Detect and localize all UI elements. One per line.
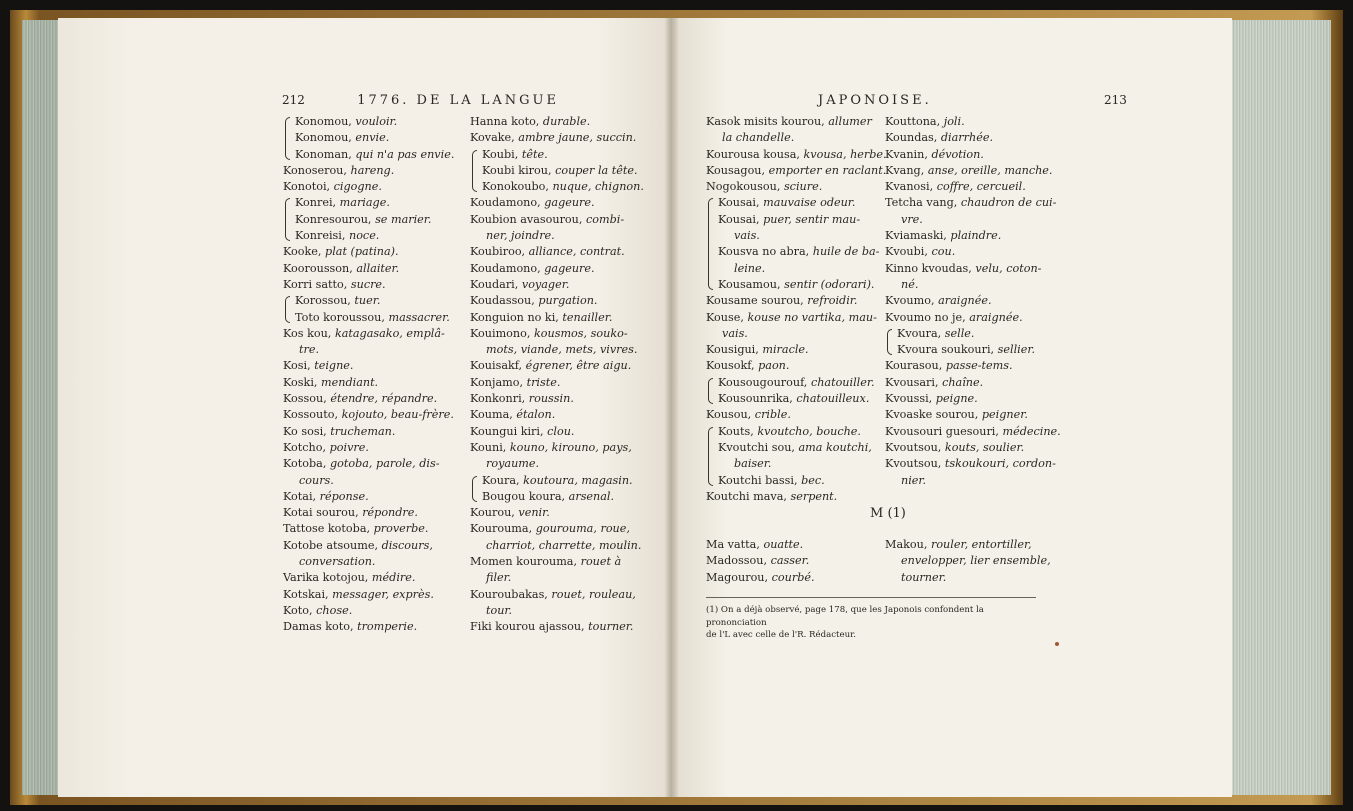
entry-continuation: mots, viande, mets, vivres. xyxy=(486,343,638,357)
entry-group xyxy=(470,473,650,506)
entry-continuation: baiser. xyxy=(734,457,772,471)
dictionary-entry xyxy=(470,310,650,326)
m-column-2 xyxy=(885,537,1065,586)
entry-line: Toto koroussou, massacrer. xyxy=(295,310,450,324)
entry-line: Kvousouri guesouri, médecine. xyxy=(885,424,1061,438)
entry-line: Konomou, vouloir. xyxy=(295,115,398,128)
entry-continuation: conversation. xyxy=(299,555,376,569)
entry-line: Kouroubakas, rouet, rouleau, xyxy=(470,587,636,601)
book-gutter xyxy=(664,18,678,797)
entry-line: Korri satto, sucre. xyxy=(283,277,386,291)
entry-line: Koudamono, gageure. xyxy=(470,261,595,275)
entry-line: Konkonri, roussin. xyxy=(470,392,574,406)
dictionary-entry xyxy=(470,391,650,407)
entry-continuation: tour. xyxy=(486,603,513,617)
dictionary-entry xyxy=(885,195,1065,228)
entry-line: Kovake, ambre jaune, succin. xyxy=(470,131,637,145)
dictionary-entry xyxy=(470,261,650,277)
entry-line: Kouttona, joli. xyxy=(885,115,965,128)
dictionary-entry xyxy=(706,114,886,147)
entry-line: Koungui kiri, clou. xyxy=(470,424,575,438)
entry-line: Fiki kourou ajassou, tourner. xyxy=(470,620,634,634)
entry-line: Kvang, anse, oreille, manche. xyxy=(885,163,1053,177)
entry-line: Kvoumo, araignée. xyxy=(885,294,992,308)
dictionary-entry xyxy=(470,505,650,521)
dictionary-entry xyxy=(885,163,1065,179)
dictionary-entry xyxy=(885,244,1065,260)
entry-line: Ma vatta, ouatte. xyxy=(706,538,804,551)
dictionary-entry xyxy=(470,277,650,293)
entry-line: Kouma, étalon. xyxy=(470,408,556,422)
entry-group xyxy=(885,326,1065,359)
entry-line: Kossouto, kojouto, beau-frère. xyxy=(283,408,454,422)
paper-spot xyxy=(1055,642,1059,646)
entry-line: Kouts, kvoutcho, bouche. xyxy=(718,424,861,438)
dictionary-entry xyxy=(283,456,463,586)
entry-line: Kourasou, passe-tems. xyxy=(885,359,1013,373)
right-page-number: 213 xyxy=(1103,93,1127,107)
entry-group xyxy=(706,424,886,489)
footnote-rule xyxy=(706,597,1036,598)
entry-line: Kotobe atsoume, discours, xyxy=(283,538,433,552)
entry-line: Kasok misits kourou, allumer xyxy=(706,115,872,128)
entry-continuation: filer. xyxy=(486,571,512,585)
dictionary-entry xyxy=(283,407,463,423)
entry-line: Kousou, crible. xyxy=(706,408,791,422)
entry-group xyxy=(283,293,463,326)
entry-line: Koura, koutoura, magasin. xyxy=(482,473,633,487)
entry-line: Konoman, qui n'a pas envie. xyxy=(295,147,455,161)
entry-line: Kousagou, emporter en raclant. xyxy=(706,163,887,177)
dictionary-entry xyxy=(885,456,1065,489)
dictionary-entry xyxy=(283,358,463,374)
entry-line: Kvoumo no je, araignée. xyxy=(885,310,1023,324)
dictionary-entry xyxy=(470,293,650,309)
dictionary-entry xyxy=(706,553,866,569)
entry-group xyxy=(706,375,886,408)
entry-line: Kotai sourou, répondre. xyxy=(283,506,418,520)
entry-line: Makou, rouler, entortiller, xyxy=(885,538,1032,551)
dictionary-entry xyxy=(885,130,1065,146)
entry-line: Koubi, tête. xyxy=(482,147,548,161)
m-column-1 xyxy=(706,537,866,586)
entry-line: Korossou, tuer. xyxy=(295,294,381,308)
entry-continuation: la chandelle. xyxy=(722,131,795,145)
right-header xyxy=(818,93,1127,108)
entry-line: Konokoubo, nuque, chignon. xyxy=(482,180,644,194)
entry-line: Varika kotojou, médire. xyxy=(283,571,416,585)
section-heading-m xyxy=(870,506,906,521)
entry-line: Koudamono, gageure. xyxy=(470,196,595,210)
entry-continuation: vre. xyxy=(901,212,923,226)
dictionary-entry xyxy=(885,407,1065,423)
entry-line: Hanna koto, durable. xyxy=(470,115,591,128)
entry-continuation: royaume. xyxy=(486,457,540,471)
dictionary-entry xyxy=(283,261,463,277)
entry-line: Kotcho, poivre. xyxy=(283,440,369,454)
page-edges-right xyxy=(1221,20,1331,795)
entry-line: Kvoura, selle. xyxy=(897,326,975,340)
entry-line: Kousame sourou, refroidir. xyxy=(706,294,858,308)
dictionary-entry xyxy=(706,489,886,505)
entry-line: Ko sosi, trucheman. xyxy=(283,424,396,438)
dictionary-entry xyxy=(885,261,1065,326)
dictionary-entry xyxy=(885,358,1065,374)
entry-line: Kvoutsou, kouts, soulier. xyxy=(885,440,1025,454)
dictionary-entry xyxy=(885,375,1065,391)
entry-line: Magourou, courbé. xyxy=(706,570,815,584)
entry-line: Kvousari, chaîne. xyxy=(885,375,984,389)
entry-line: Kousai, mauvaise odeur. xyxy=(718,196,856,210)
entry-line: Konjamo, triste. xyxy=(470,375,561,389)
entry-continuation: vais. xyxy=(722,326,748,340)
entry-line: Kourousa kousa, kvousa, herbe. xyxy=(706,147,887,161)
entry-line: Kousokf, paon. xyxy=(706,359,790,373)
left-running-title: 1776. DE LA LANGUE xyxy=(357,93,559,108)
entry-continuation: envelopper, lier ensemble, xyxy=(901,554,1051,568)
entry-line: Kouni, kouno, kirouno, pays, xyxy=(470,440,632,454)
entry-line: Kinno kvoudas, velu, coton- xyxy=(885,261,1042,275)
dictionary-entry xyxy=(706,407,886,423)
entry-line: Kosi, teigne. xyxy=(283,359,354,373)
dictionary-entry xyxy=(283,244,463,260)
entry-line: Konoserou, hareng. xyxy=(283,163,395,177)
dictionary-entry xyxy=(470,375,650,391)
entry-line: Kvoutchi sou, ama koutchi, xyxy=(718,440,872,454)
dictionary-entry xyxy=(706,293,886,309)
entry-line: Kousva no abra, huile de ba- xyxy=(718,245,880,259)
entry-line: Koubion avasourou, combi- xyxy=(470,212,625,226)
right-running-title: JAPONOISE. xyxy=(818,93,932,108)
entry-line: Kooke, plat (patina). xyxy=(283,245,399,259)
dictionary-entry xyxy=(706,537,866,553)
entry-line: Bougou koura, arsenal. xyxy=(482,489,615,503)
dictionary-entry xyxy=(706,342,886,358)
entry-line: Kviamaski, plaindre. xyxy=(885,229,1002,243)
entry-continuation: nier. xyxy=(901,473,927,487)
dictionary-entry xyxy=(470,407,650,423)
entry-continuation: cours. xyxy=(299,473,334,487)
footnote xyxy=(706,604,1036,642)
entry-line: Kvanin, dévotion. xyxy=(885,147,984,161)
entry-line: Kvoura soukouri, sellier. xyxy=(897,343,1036,357)
entry-line: Kotoba, gotoba, parole, dis- xyxy=(283,457,440,471)
dictionary-entry xyxy=(283,277,463,293)
dictionary-entry xyxy=(885,114,1065,130)
dictionary-entry xyxy=(706,179,886,195)
dictionary-entry xyxy=(283,391,463,407)
dictionary-entry xyxy=(470,212,650,261)
left-column-2 xyxy=(470,114,650,636)
entry-line: Kousamou, sentir (odorari). xyxy=(718,277,875,291)
entry-line: Kousounrika, chatouilleux. xyxy=(718,392,870,406)
entry-continuation: tre. xyxy=(299,343,320,357)
section-letter: M xyxy=(870,506,884,521)
entry-line: Koto, chose. xyxy=(283,603,353,617)
entry-line: Nogokousou, sciure. xyxy=(706,180,823,194)
entry-line: Konrei, mariage. xyxy=(295,196,390,210)
dictionary-entry xyxy=(885,440,1065,456)
entry-line: Koubi kirou, couper la tête. xyxy=(482,163,638,177)
footnote-line: de l'L avec celle de l'R. Rédacteur. xyxy=(706,630,857,640)
entry-continuation: tourner. xyxy=(901,570,947,584)
left-page-number: 212 xyxy=(282,93,305,107)
section-note-mark: (1) xyxy=(887,506,906,521)
entry-line: Kouisakf, égrener, être aigu. xyxy=(470,359,632,373)
dictionary-entry xyxy=(470,130,650,146)
entry-line: Koudassou, purgation. xyxy=(470,294,598,308)
entry-continuation: né. xyxy=(901,277,919,291)
entry-line: Konresourou, se marier. xyxy=(295,212,432,226)
entry-continuation: vais. xyxy=(734,229,760,243)
dictionary-entry xyxy=(706,310,886,343)
dictionary-entry xyxy=(283,440,463,456)
entry-line: Kossou, étendre, répandre. xyxy=(283,392,438,406)
entry-line: Konreisi, noce. xyxy=(295,229,380,243)
entry-line: Kvoussi, peigne. xyxy=(885,392,978,406)
entry-line: Kvoubi, cou. xyxy=(885,245,956,259)
entry-line: Koutchi bassi, bec. xyxy=(718,473,825,487)
right-column-1 xyxy=(706,114,886,505)
entry-line: Kvoaske sourou, peigner. xyxy=(885,408,1028,422)
entry-line: Konotoi, cigogne. xyxy=(283,180,382,194)
entry-line: Koski, mendiant. xyxy=(283,375,379,389)
entry-group xyxy=(283,195,463,244)
entry-group xyxy=(706,195,886,293)
dictionary-entry xyxy=(706,163,886,179)
entry-line: Kos kou, katagasako, emplâ- xyxy=(283,326,445,340)
entry-line: Kousigui, miracle. xyxy=(706,343,809,357)
entry-group xyxy=(470,147,650,196)
entry-line: Kourouma, gourouma, roue, xyxy=(470,522,630,536)
entry-continuation: charriot, charrette, moulin. xyxy=(486,538,642,552)
entry-line: Koutchi mava, serpent. xyxy=(706,489,838,503)
entry-line: Madossou, casser. xyxy=(706,554,810,568)
dictionary-entry xyxy=(470,326,650,359)
dictionary-entry xyxy=(885,147,1065,163)
entry-continuation: leine. xyxy=(734,261,766,275)
dictionary-entry xyxy=(885,228,1065,244)
entry-line: Kouse, kouse no vartika, mau- xyxy=(706,310,877,324)
entry-line: Kousougourouf, chatouiller. xyxy=(718,375,875,389)
dictionary-entry xyxy=(885,391,1065,407)
dictionary-entry xyxy=(470,521,650,635)
entry-line: Momen kourouma, rouet à xyxy=(470,555,622,569)
dictionary-entry xyxy=(283,603,463,619)
dictionary-entry xyxy=(470,358,650,374)
entry-line: Kvoutsou, tskoukouri, cordon- xyxy=(885,457,1056,471)
footnote-line: (1) On a déjà observé, page 178, que les Japonois confondent la prononciation xyxy=(706,605,984,628)
entry-line: Tattose kotoba, proverbe. xyxy=(283,522,429,536)
dictionary-entry xyxy=(706,147,886,163)
dictionary-entry xyxy=(283,587,463,603)
dictionary-entry xyxy=(885,179,1065,195)
entry-line: Koubiroo, alliance, contrat. xyxy=(470,245,625,259)
entry-line: Kvanosi, coffre, cercueil. xyxy=(885,180,1026,194)
left-column-1 xyxy=(283,114,463,636)
left-header xyxy=(282,93,559,108)
dictionary-entry xyxy=(885,537,1065,586)
entry-line: Koudari, voyager. xyxy=(470,277,570,291)
entry-line: Damas koto, tromperie. xyxy=(283,620,418,634)
entry-line: Konguion no ki, tenailler. xyxy=(470,310,613,324)
dictionary-entry xyxy=(470,440,650,473)
entry-line: Kousai, puer, sentir mau- xyxy=(718,212,861,226)
dictionary-entry xyxy=(470,114,650,130)
entry-line: Kouimono, kousmos, souko- xyxy=(470,326,628,340)
entry-continuation: ner, joindre. xyxy=(486,229,555,243)
dictionary-entry xyxy=(706,570,866,586)
entry-line: Tetcha vang, chaudron de cui- xyxy=(885,196,1057,210)
dictionary-entry xyxy=(283,424,463,440)
dictionary-entry xyxy=(283,326,463,359)
entry-line: Koorousson, allaiter. xyxy=(283,261,400,275)
entry-line: Kotskai, messager, exprès. xyxy=(283,587,434,601)
entry-group xyxy=(283,114,463,163)
right-column-2 xyxy=(885,114,1065,489)
dictionary-entry xyxy=(283,179,463,195)
entry-line: Koundas, diarrhée. xyxy=(885,131,993,145)
dictionary-entry xyxy=(283,375,463,391)
dictionary-entry xyxy=(470,195,650,211)
entry-line: Kourou, venir. xyxy=(470,506,550,520)
dictionary-entry xyxy=(706,358,886,374)
entry-line: Konomou, envie. xyxy=(295,131,390,145)
dictionary-entry xyxy=(283,619,463,635)
dictionary-entry xyxy=(885,424,1065,440)
dictionary-entry xyxy=(283,163,463,179)
dictionary-entry xyxy=(470,424,650,440)
entry-line: Kotai, réponse. xyxy=(283,489,369,503)
